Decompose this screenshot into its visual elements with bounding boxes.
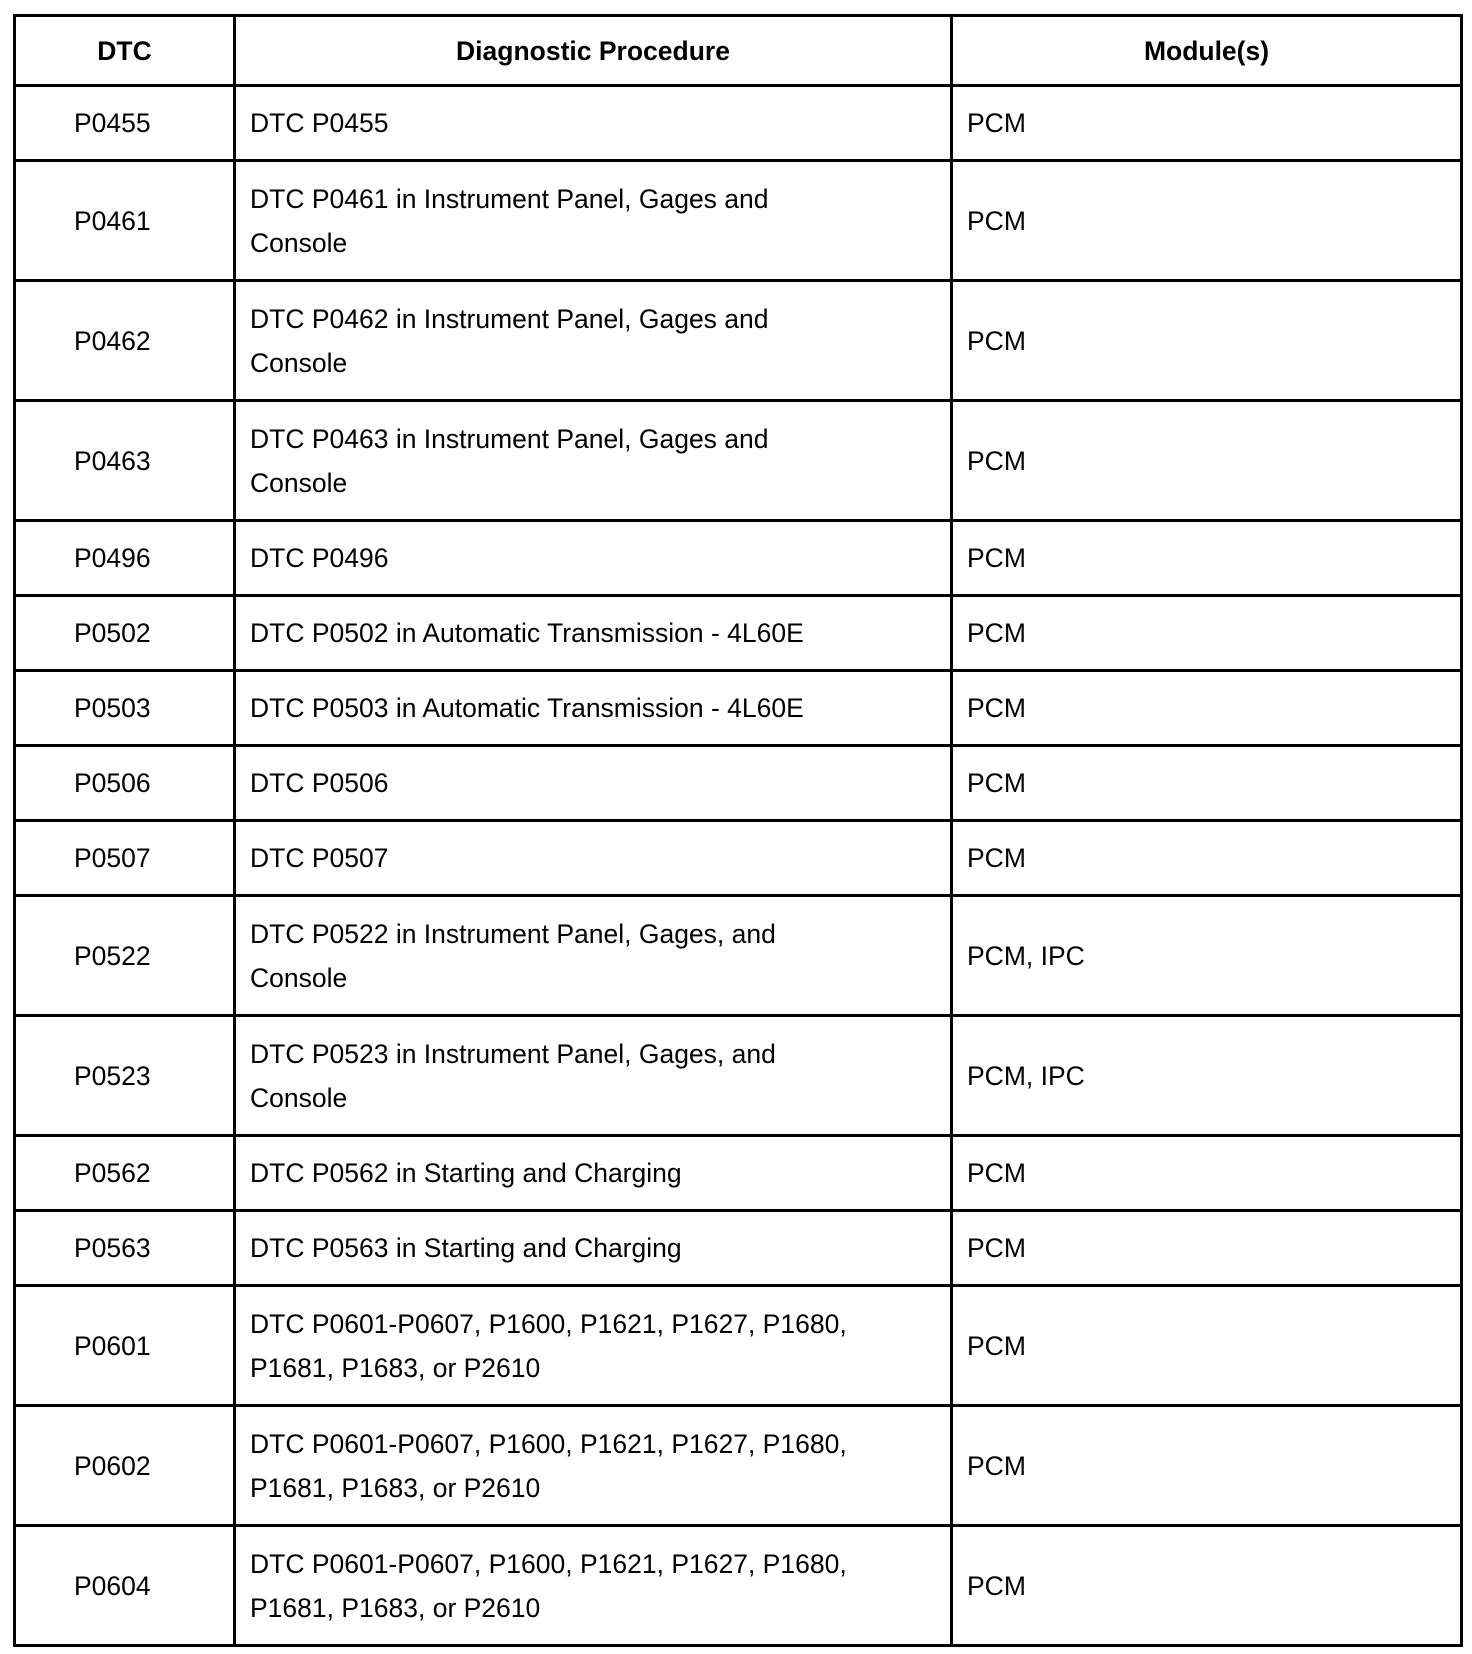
- table-header-row: [15, 16, 1462, 86]
- procedure-text: DTC P0506: [250, 768, 389, 798]
- procedure-text: DTC P0461 in Instrument Panel, Gages and Console: [250, 183, 769, 258]
- header-modules: Module(s): [952, 16, 1462, 86]
- procedure-text: DTC P0463 in Instrument Panel, Gages and Console: [250, 423, 769, 498]
- dtc-cell: P0455: [15, 86, 235, 161]
- modules-cell: PCM: [952, 596, 1462, 671]
- header-diagnostic-procedure: Diagnostic Procedure: [235, 16, 952, 86]
- table-row: [15, 86, 1462, 161]
- procedure-cell: [235, 1016, 952, 1136]
- table-row: [15, 671, 1462, 746]
- table-row: [15, 821, 1462, 896]
- dtc-cell: P0461: [15, 161, 235, 281]
- table-row: [15, 1016, 1462, 1136]
- modules-cell: PCM: [952, 1406, 1462, 1526]
- table-row: [15, 1286, 1462, 1406]
- procedure-cell: [235, 1136, 952, 1211]
- procedure-text: DTC P0455: [250, 108, 389, 138]
- procedure-text: DTC P0601-P0607, P1600, P1621, P1627, P1680, P1681, P1683, or P2610: [250, 1428, 847, 1503]
- procedure-cell: [235, 161, 952, 281]
- table-row: [15, 161, 1462, 281]
- procedure-cell: [235, 821, 952, 896]
- dtc-cell: P0604: [15, 1526, 235, 1646]
- procedure-text: DTC P0601-P0607, P1600, P1621, P1627, P1680, P1681, P1683, or P2610: [250, 1548, 847, 1623]
- procedure-text: DTC P0507: [250, 843, 389, 873]
- procedure-cell: [235, 1211, 952, 1286]
- dtc-cell: P0507: [15, 821, 235, 896]
- procedure-cell: [235, 1526, 952, 1646]
- dtc-cell: P0502: [15, 596, 235, 671]
- procedure-cell: [235, 746, 952, 821]
- procedure-cell: [235, 896, 952, 1016]
- modules-cell: PCM: [952, 671, 1462, 746]
- modules-cell: PCM: [952, 821, 1462, 896]
- dtc-cell: P0462: [15, 281, 235, 401]
- table-row: [15, 1136, 1462, 1211]
- modules-cell: PCM: [952, 1211, 1462, 1286]
- procedure-text: DTC P0503 in Automatic Transmission - 4L60E: [250, 693, 804, 723]
- procedure-cell: [235, 521, 952, 596]
- modules-cell: PCM: [952, 1286, 1462, 1406]
- modules-cell: PCM: [952, 281, 1462, 401]
- dtc-table-container: [13, 14, 1460, 1647]
- table-row: [15, 1526, 1462, 1646]
- procedure-text: DTC P0523 in Instrument Panel, Gages, and Console: [250, 1038, 776, 1113]
- procedure-cell: [235, 401, 952, 521]
- dtc-cell: P0563: [15, 1211, 235, 1286]
- dtc-cell: P0522: [15, 896, 235, 1016]
- modules-cell: PCM: [952, 1136, 1462, 1211]
- procedure-cell: [235, 86, 952, 161]
- dtc-cell: P0503: [15, 671, 235, 746]
- modules-cell: PCM: [952, 1526, 1462, 1646]
- procedure-text: DTC P0562 in Starting and Charging: [250, 1158, 682, 1188]
- procedure-text: DTC P0522 in Instrument Panel, Gages, and Console: [250, 918, 776, 993]
- table-row: [15, 896, 1462, 1016]
- dtc-cell: P0463: [15, 401, 235, 521]
- procedure-text: DTC P0563 in Starting and Charging: [250, 1233, 682, 1263]
- table-row: [15, 281, 1462, 401]
- modules-cell: PCM: [952, 161, 1462, 281]
- procedure-text: DTC P0601-P0607, P1600, P1621, P1627, P1680, P1681, P1683, or P2610: [250, 1308, 847, 1383]
- table-row: [15, 596, 1462, 671]
- procedure-cell: [235, 596, 952, 671]
- modules-cell: PCM, IPC: [952, 1016, 1462, 1136]
- procedure-text: DTC P0502 in Automatic Transmission - 4L60E: [250, 618, 804, 648]
- table-row: [15, 1406, 1462, 1526]
- dtc-table: [13, 14, 1463, 1647]
- modules-cell: PCM: [952, 521, 1462, 596]
- modules-cell: PCM, IPC: [952, 896, 1462, 1016]
- procedure-text: DTC P0496: [250, 543, 389, 573]
- dtc-cell: P0506: [15, 746, 235, 821]
- dtc-cell: P0496: [15, 521, 235, 596]
- table-row: [15, 1211, 1462, 1286]
- table-row: [15, 521, 1462, 596]
- procedure-cell: [235, 1406, 952, 1526]
- header-dtc: DTC: [15, 16, 235, 86]
- procedure-cell: [235, 281, 952, 401]
- procedure-cell: [235, 671, 952, 746]
- modules-cell: PCM: [952, 86, 1462, 161]
- modules-cell: PCM: [952, 401, 1462, 521]
- dtc-cell: P0523: [15, 1016, 235, 1136]
- table-row: [15, 746, 1462, 821]
- dtc-cell: P0602: [15, 1406, 235, 1526]
- dtc-cell: P0562: [15, 1136, 235, 1211]
- dtc-cell: P0601: [15, 1286, 235, 1406]
- procedure-cell: [235, 1286, 952, 1406]
- table-row: [15, 401, 1462, 521]
- modules-cell: PCM: [952, 746, 1462, 821]
- procedure-text: DTC P0462 in Instrument Panel, Gages and Console: [250, 303, 769, 378]
